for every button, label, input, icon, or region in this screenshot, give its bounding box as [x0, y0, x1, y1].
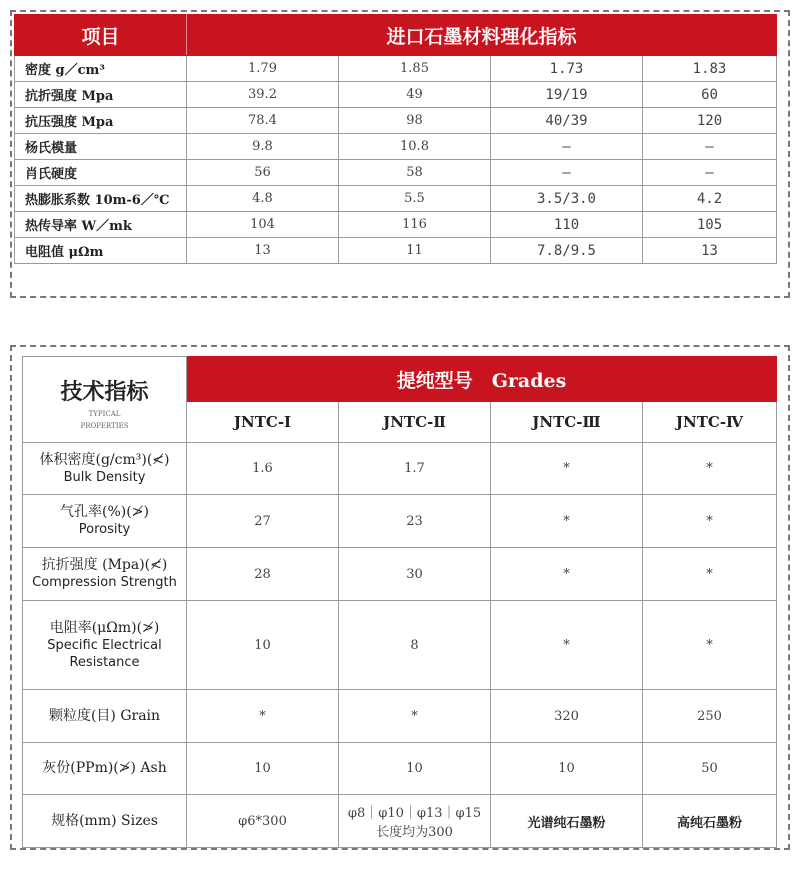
row-label: 热膨胀系数 10m-6／℃ — [15, 186, 187, 212]
table-row — [23, 601, 777, 690]
row-label: 颗粒度(目) Grain — [23, 690, 187, 743]
table1-header-item: 项目 — [15, 15, 187, 56]
row-label — [23, 443, 187, 495]
table-row — [15, 134, 777, 160]
grade-label: JNTC-Ⅲ — [491, 402, 643, 443]
cell: * — [643, 548, 777, 601]
cell: 10 — [339, 743, 491, 795]
cell — [339, 795, 491, 848]
table2-corner-cell — [23, 357, 187, 443]
cell: 光谱纯石墨粉 — [491, 795, 643, 848]
row-label: 抗压强度 Mpa — [15, 108, 187, 134]
cell: 250 — [643, 690, 777, 743]
cell: 40/39 — [491, 108, 643, 134]
cell: 104 — [187, 212, 339, 238]
cell: 19/19 — [491, 82, 643, 108]
cell: 11 — [339, 238, 491, 264]
cell: 高纯石墨粉 — [643, 795, 777, 848]
cell: * — [491, 443, 643, 495]
cell: 50 — [643, 743, 777, 795]
cell: 10.8 — [339, 134, 491, 160]
table-row — [23, 495, 777, 548]
cell: 1.83 — [643, 56, 777, 82]
table1-header-title: 进口石墨材料理化指标 — [187, 15, 777, 56]
cell: 30 — [339, 548, 491, 601]
cell: 4.2 — [643, 186, 777, 212]
row-label: 杨氏模量 — [15, 134, 187, 160]
table2-header-title: 提纯型号 Grades — [187, 357, 777, 402]
row-label-en-line2: Resistance — [69, 654, 140, 670]
cell: — — [491, 134, 643, 160]
cell: 1.7 — [339, 443, 491, 495]
cell: 10 — [187, 601, 339, 690]
cell: 28 — [187, 548, 339, 601]
cell: 23 — [339, 495, 491, 548]
table-row — [15, 212, 777, 238]
table-row — [15, 238, 777, 264]
cell: 13 — [643, 238, 777, 264]
cell: — — [643, 134, 777, 160]
cell-line1: φ8｜φ10｜φ13｜φ15 — [347, 806, 482, 821]
row-label: 热传导率 W／mk — [15, 212, 187, 238]
row-label-cn: 气孔率(%)(≯) — [60, 504, 149, 520]
cell: 8 — [339, 601, 491, 690]
row-label — [23, 548, 187, 601]
cell: 5.5 — [339, 186, 491, 212]
row-label: 抗折强度 Mpa — [15, 82, 187, 108]
table-row — [23, 443, 777, 495]
purified-grades-table — [22, 356, 777, 848]
cell: φ6*300 — [187, 795, 339, 848]
cell: * — [491, 495, 643, 548]
cell: 120 — [643, 108, 777, 134]
cell: * — [187, 690, 339, 743]
row-label: 肖氏硬度 — [15, 160, 187, 186]
cell: * — [339, 690, 491, 743]
table-row — [15, 108, 777, 134]
row-label-en: Porosity — [78, 522, 131, 537]
cell: 39.2 — [187, 82, 339, 108]
row-label: 规格(mm) Sizes — [23, 795, 187, 848]
cell: 4.8 — [187, 186, 339, 212]
table2-header-row — [23, 357, 777, 402]
cell: 1.79 — [187, 56, 339, 82]
cell: 58 — [339, 160, 491, 186]
table-row — [15, 56, 777, 82]
row-label: 电阻值 μΩm — [15, 238, 187, 264]
cell: 1.73 — [491, 56, 643, 82]
row-label — [23, 495, 187, 548]
cell: * — [491, 601, 643, 690]
cell: 10 — [187, 743, 339, 795]
row-label-cn: 体积密度(g/cm³)(≮) — [39, 451, 170, 468]
table-row — [23, 795, 777, 848]
grade-label: JNTC-Ⅱ — [339, 402, 491, 443]
cell: — — [491, 160, 643, 186]
cell: 27 — [187, 495, 339, 548]
row-label: 密度 g／cm³ — [15, 56, 187, 82]
table-row — [23, 743, 777, 795]
cell: 98 — [339, 108, 491, 134]
cell: 9.8 — [187, 134, 339, 160]
cell: * — [643, 495, 777, 548]
row-label — [23, 601, 187, 690]
table-row — [23, 548, 777, 601]
cell: 49 — [339, 82, 491, 108]
row-label-en: Specific Electrical — [47, 637, 162, 653]
cell: 60 — [643, 82, 777, 108]
cell: 13 — [187, 238, 339, 264]
row-label-cn: 抗折强度 (Mpa)(≮) — [41, 557, 168, 573]
row-label-en: Bulk Density — [63, 469, 146, 485]
grade-label: JNTC-Ⅰ — [187, 402, 339, 443]
cell: 105 — [643, 212, 777, 238]
corner-title: 技术指标 — [60, 379, 149, 405]
table-row — [23, 690, 777, 743]
cell: 3.5/3.0 — [491, 186, 643, 212]
cell: 110 — [491, 212, 643, 238]
table-row — [15, 82, 777, 108]
grade-label: JNTC-Ⅳ — [643, 402, 777, 443]
corner-sub1: TYPICAL — [88, 410, 121, 418]
cell: 1.85 — [339, 56, 491, 82]
cell: — — [643, 160, 777, 186]
cell: 56 — [187, 160, 339, 186]
cell: 78.4 — [187, 108, 339, 134]
cell: 1.6 — [187, 443, 339, 495]
cell: 7.8/9.5 — [491, 238, 643, 264]
row-label-cn: 电阻率(μΩm)(≯) — [49, 619, 160, 636]
table1-header-row — [15, 15, 777, 56]
cell: 10 — [491, 743, 643, 795]
cell-line2: 长度均为300 — [376, 825, 453, 840]
cell: * — [643, 601, 777, 690]
cell: 116 — [339, 212, 491, 238]
row-label: 灰份(PPm)(≯) Ash — [23, 743, 187, 795]
table-row — [15, 160, 777, 186]
cell: * — [643, 443, 777, 495]
row-label-en: Compression Strength — [32, 575, 177, 590]
cell: * — [491, 548, 643, 601]
cell: 320 — [491, 690, 643, 743]
corner-sub2: PROPERTIES — [80, 422, 129, 430]
imported-graphite-properties-table — [14, 14, 777, 264]
table-row — [15, 186, 777, 212]
